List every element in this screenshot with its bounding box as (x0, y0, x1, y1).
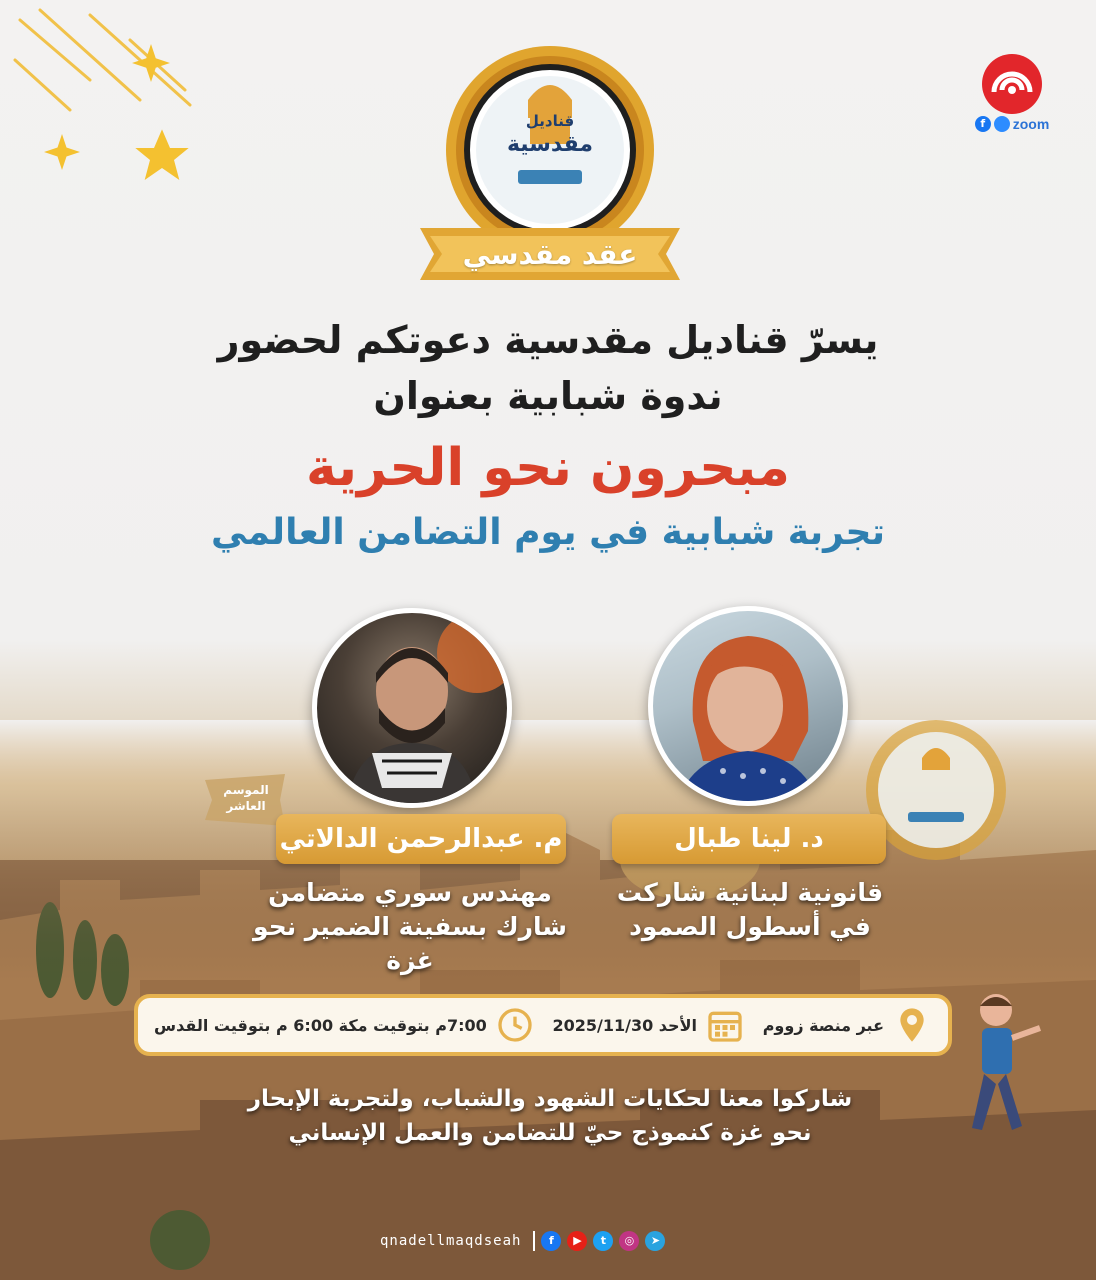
speaker-name-left: م. عبدالرحمن الدالاتي (276, 814, 566, 864)
badge-ribbon-text: عقد مقدسي (462, 238, 638, 271)
event-info-bar (134, 994, 952, 1056)
calendar-icon (705, 1005, 745, 1045)
footer-line-1: شاركوا معنا لحكايات الشهود والشباب، ولتجربة الإبحار (247, 1086, 853, 1112)
zoom-logo (962, 52, 1062, 142)
speaker-desc-left-line1: مهندس سوري متضامن (268, 878, 552, 907)
twitter-icon[interactable]: t (593, 1231, 613, 1251)
broadcast-icon (972, 52, 1052, 114)
clock-icon (495, 1005, 535, 1045)
facebook-icon: f (975, 116, 991, 132)
video-camera-icon (994, 116, 1010, 132)
divider (533, 1231, 535, 1251)
invite-line-1: يسرّ قناديل مقدسية دعوتكم لحضور (217, 318, 879, 362)
speaker-photo-left (312, 608, 512, 808)
speaker-desc-left (230, 876, 590, 978)
speaker-desc-right (590, 876, 910, 944)
info-date-text: الأحد 2025/11/30 (552, 1015, 697, 1035)
footer-line-2: نحو غزة كنموذج حيّ للتضامن والعمل الإنساني (288, 1120, 812, 1146)
speaker-desc-right-line1: قانونية لبنانية شاركت (616, 878, 884, 907)
event-subtitle: تجربة شبابية في يوم التضامن العالمي (211, 512, 885, 553)
telegram-icon[interactable]: ➤ (645, 1231, 665, 1251)
season-label-2: العاشر (226, 799, 266, 813)
sparkle-icon (132, 44, 170, 82)
social-handle[interactable]: qnadellmaqdseah (380, 1233, 522, 1249)
instagram-icon[interactable]: ◎ (619, 1231, 639, 1251)
footer-message (200, 1082, 900, 1150)
cartoon-figure (956, 988, 1046, 1138)
invite-line-2: ندوة شبابية بعنوان (373, 374, 723, 418)
speaker-desc-right-line2: في أسطول الصمود (629, 912, 871, 941)
sparkle-icon (44, 134, 80, 170)
location-pin-icon (892, 1005, 932, 1045)
info-time-text: 7:00م بتوقيت مكة 6:00 م بتوقيت القدس (154, 1015, 487, 1035)
speaker-photo-right (648, 606, 848, 806)
speaker-name-right: د. لينا طبال (612, 814, 886, 864)
man-portrait (317, 613, 507, 803)
star-icon (130, 124, 194, 188)
facebook-icon[interactable]: f (541, 1231, 561, 1251)
woman-portrait (653, 611, 843, 801)
badge-brand-top: قناديل (525, 112, 575, 130)
info-time (154, 1005, 535, 1045)
info-date (552, 1005, 745, 1045)
youtube-icon[interactable]: ▶ (567, 1231, 587, 1251)
event-title: مبحرون نحو الحرية (306, 438, 790, 498)
social-row (380, 1226, 665, 1256)
info-location-text: عبر منصة زووم (762, 1015, 884, 1035)
badge-brand-main: مقدسية (506, 132, 594, 157)
speaker-desc-left-line2: شارك بسفينة الضمير نحو غزة (253, 912, 567, 975)
season-label-1: الموسم (223, 783, 269, 797)
zoom-label: zoom (1012, 116, 1050, 132)
info-location (763, 1005, 932, 1045)
